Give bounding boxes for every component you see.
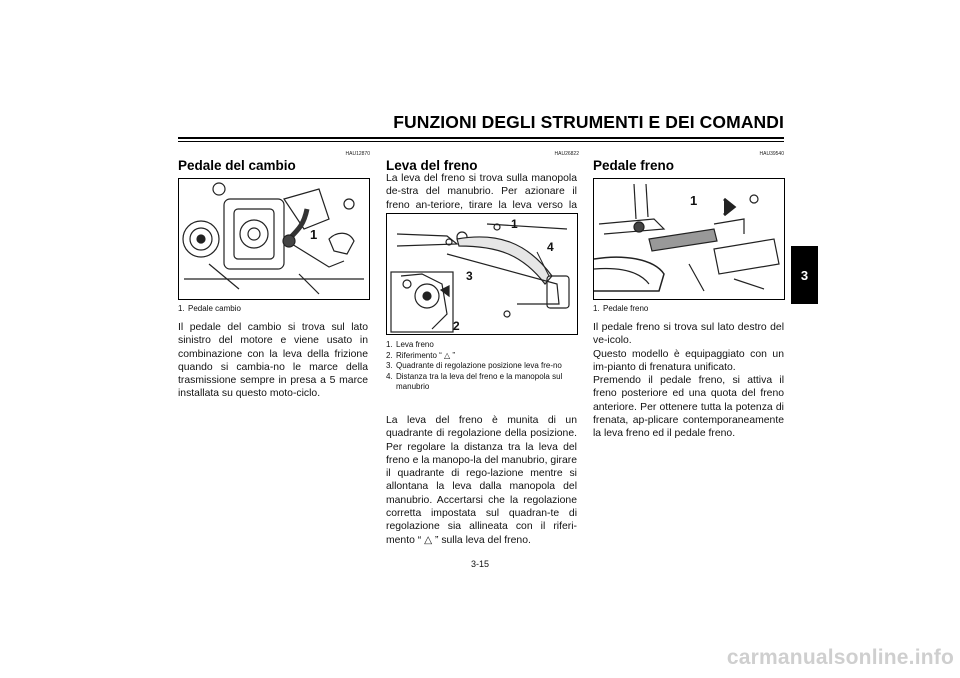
- figure-callout-2: 2: [453, 319, 460, 333]
- section-code-gear-pedal: HAU12870: [345, 151, 370, 157]
- figure-callout-1: 1: [310, 227, 318, 242]
- heading-gear-pedal: Pedale del cambio: [178, 158, 296, 173]
- caption-item: [386, 361, 577, 372]
- caption-item: [178, 304, 368, 315]
- brake-lever-illustration: [387, 214, 577, 334]
- page-header-title: FUNZIONI DEGLI STRUMENTI E DEI COMANDI: [393, 112, 784, 132]
- captions-gear-pedal: [178, 304, 368, 315]
- intro-brake-lever: La leva del freno si trova sulla manopola de-stra del manubrio. Per azionare il freno an-teriore, tirare la leva verso la: [386, 173, 577, 211]
- caption-item: [386, 372, 577, 393]
- captions-brake-lever: [386, 340, 577, 393]
- heading-brake-lever: Leva del freno: [386, 158, 478, 173]
- figure-callout-1: 1: [690, 193, 698, 208]
- caption-number: 4.: [386, 371, 393, 381]
- figure-callout-1: 1: [511, 217, 518, 231]
- figure-callout-3: 3: [466, 269, 473, 283]
- body-brake-pedal: Il pedale freno si trova sul lato destro del ve-icolo. Questo modello è equipaggiato con un im-pianto di frenatura unificato. Premendo il pedale freno, si attiva il freno posteriore ed una quota del freno anteriore. Per ottenere tutta la potenza di frenata, ap-plicare contemporaneamente la leva freno ed il pedale freno.: [593, 322, 784, 440]
- body-brake-lever: La leva del freno è munita di un quadrante di regolazione della posizione. Per regolare la distanza tra la leva del freno e la manopo-la del manubrio, girare il quadrante di rego-lazione mentre si allontana la leva dalla manopola del manubrio. Accertarsi che la regolazione corretta impostata sul quadran-te di regolazione sia allineata con il riferi-mento “ △ ” sulla leva del freno.: [386, 415, 577, 546]
- caption-text: Quadrante di regolazione posizione leva fre-no: [396, 361, 562, 370]
- caption-item: [386, 340, 577, 351]
- caption-number: 1.: [386, 340, 393, 349]
- body-gear-pedal: Il pedale del cambio si trova sul lato sinistro del motore e viene usato in combinazione con la leva della frizione quando si cambia-no le marce della trasmissione sempre in presa a 5 marce installata su questo moto-ciclo.: [178, 322, 368, 400]
- figure-brake-pedal: [593, 178, 785, 300]
- caption-item: [593, 304, 783, 315]
- brake-pedal-illustration: [594, 179, 784, 299]
- figure-gear-pedal: [178, 178, 370, 300]
- section-code-brake-pedal: HAU39540: [759, 151, 784, 157]
- chapter-tab: 3: [791, 246, 818, 304]
- header-rule: [178, 137, 784, 139]
- caption-item: [386, 351, 577, 362]
- caption-text: Riferimento “ △ ”: [396, 350, 456, 360]
- figure-callout-4: 4: [547, 240, 554, 254]
- caption-number: 3.: [386, 361, 393, 370]
- caption-number: 1.: [593, 304, 600, 313]
- caption-text: Distanza tra la leva del freno e la manopola sul manubrio: [396, 371, 563, 391]
- gear-pedal-illustration: [179, 179, 369, 299]
- caption-text: Leva freno: [396, 340, 434, 349]
- watermark: carmanualsonline.info: [726, 646, 954, 669]
- caption-number: 2.: [386, 350, 393, 360]
- page-number: 3-15: [470, 559, 489, 569]
- figure-brake-lever: [386, 213, 578, 335]
- heading-brake-pedal: Pedale freno: [593, 158, 675, 173]
- header-rule-thin: [178, 141, 784, 142]
- caption-number: 1.: [178, 304, 185, 313]
- section-code-brake-lever: HAU26822: [554, 151, 579, 157]
- caption-text: Pedale cambio: [188, 304, 241, 313]
- captions-brake-pedal: [593, 304, 783, 315]
- caption-text: Pedale freno: [603, 304, 649, 313]
